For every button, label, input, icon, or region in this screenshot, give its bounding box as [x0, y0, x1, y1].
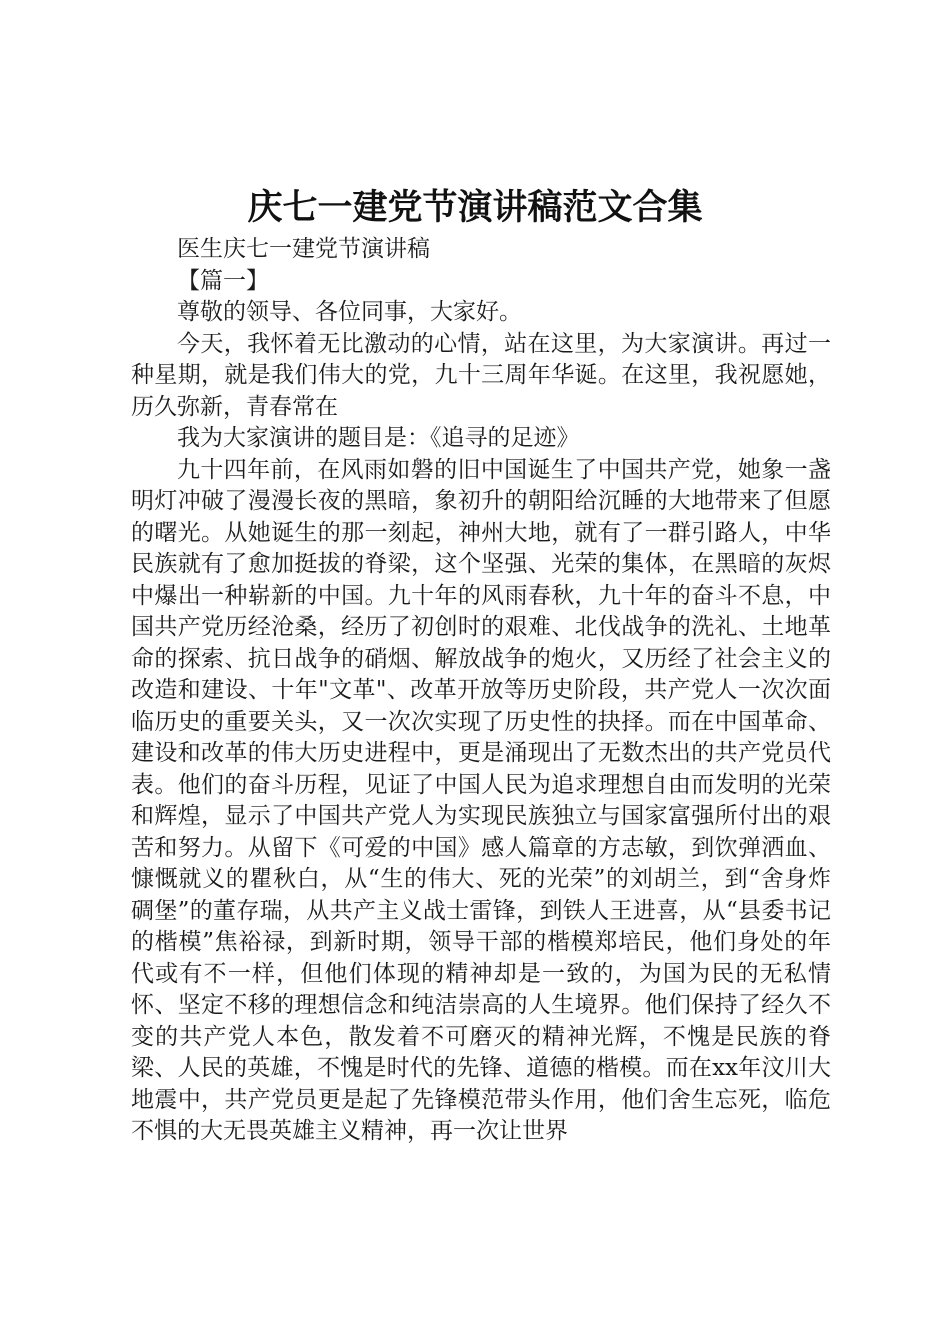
body-paragraph: 九十四年前，在风雨如磐的旧中国诞生了中国共产党，她象一盏明灯冲破了漫漫长夜的黑暗，象初升的朝阳给沉睡的大地带来了但愿的曙光。从她诞生的那一刻起，神州大地，就有了一群引路人，中华民族就有了愈加挺拔的脊梁，这个坚强、光荣的集体，在黑暗的灰烬中爆出一种崭新的中国。九十年的风雨春秋，九十年的奋斗不息，中国共产党历经沧桑，经历了初创时的艰难、北伐战争的洗礼、土地革命的探索、抗日战争的硝烟、解放战争的炮火，又历经了社会主义的改造和建设、十年"文革"、改革开放等历史阶段，共产党人一次次面临历史的重要关头，又一次次实现了历史性的抉择。而在中国革命、建设和改革的伟大历史进程中，更是涌现出了无数杰出的共产党员代表。他们的奋斗历程，见证了中国人民为追求理想自由而发明的光荣和辉煌，显示了中国共产党人为实现民族独立与国家富强所付出的艰苦和努力。从留下《可爱的中国》感人篇章的方志敏，到饮弹洒血、慷慨就义的瞿秋白，从“生的伟大、死的光荣”的刘胡兰，到“舍身炸碉堡”的董存瑞，从共产主义战士雷锋，到铁人王进喜，从“县委书记的楷模”焦裕禄，到新时期，领导干部的楷模郑培民，他们身处的年代或有不一样，但他们体现的精神却是一致的，为国为民的无私情怀、坚定不移的理想信念和纯洁崇高的人生境界。他们保持了经久不变的共产党人本色，散发着不可磨灭的精神光辉，不愧是民族的脊梁、人民的英雄，不愧是时代的先锋、道德的楷模。而在xx年汶川大地震中，共产党员更是起了先锋模范带头作用，他们舍生忘死，临危不惧的大无畏英雄主义精神，再一次让世界	[131, 456, 831, 1144]
section-heading: 【篇一】	[177, 267, 269, 294]
subtitle-paragraph: 医生庆七一建党节演讲稿	[177, 236, 430, 262]
topic-paragraph: 我为大家演讲的题目是：《追寻的足迹》	[177, 425, 580, 451]
greeting-paragraph: 尊敬的领导、各位同事，大家好。	[177, 299, 522, 325]
document-title: 庆七一建党节演讲稿范文合集	[247, 187, 703, 228]
body-paragraph: 今天，我怀着无比激动的心情，站在这里，为大家演讲。再过一种星期，就是我们伟大的党，九十三周年华诞。在这里，我祝愿她，历久弥新，青春常在	[131, 330, 831, 420]
document-body	[131, 234, 831, 1148]
